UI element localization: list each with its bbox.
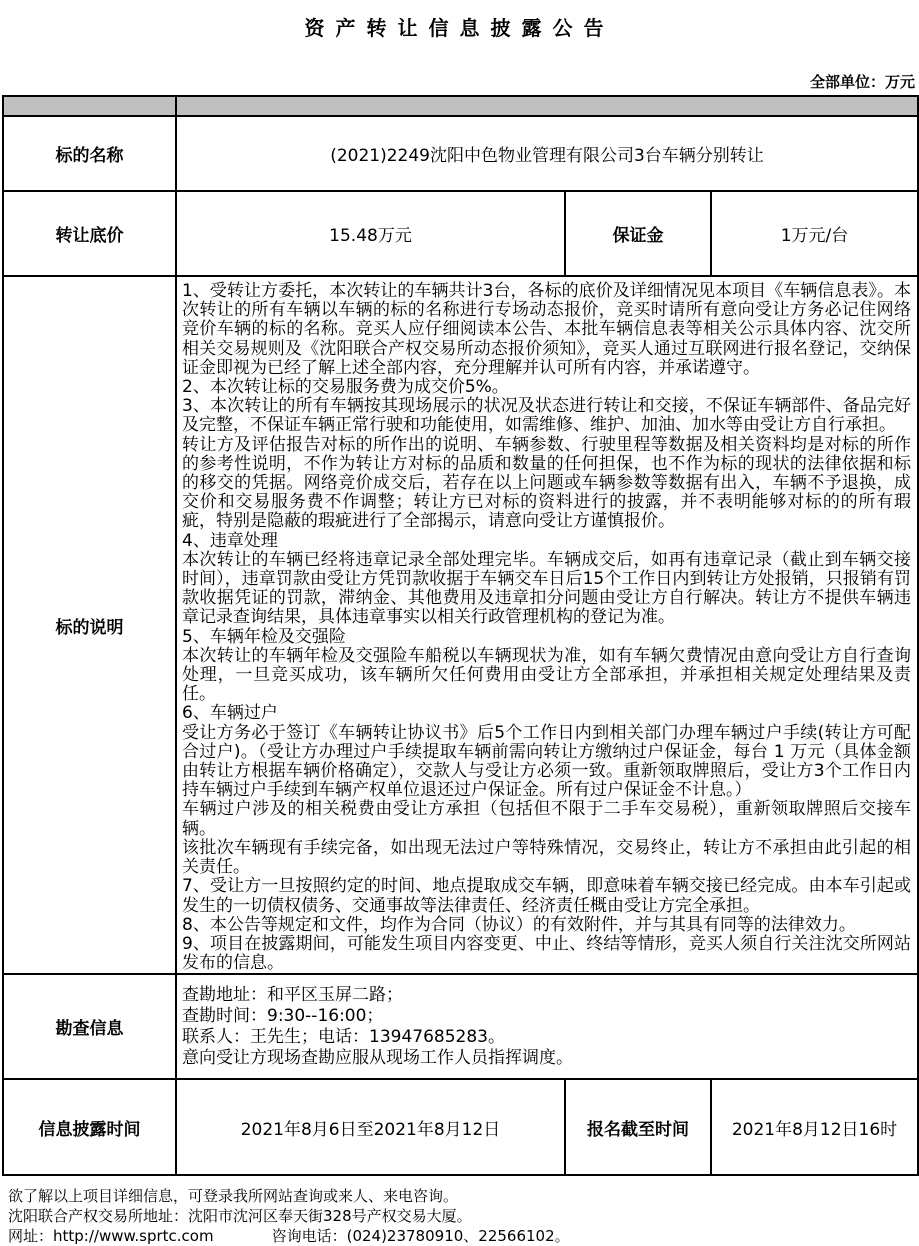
dates-row <box>3 1079 918 1175</box>
unit-note: 全部单位：万元 <box>809 73 915 91</box>
footer-address-line: 沈阳联合产权交易所地址：沈阳市沈河区奉天街328号产权交易大厦。 <box>8 1207 472 1226</box>
footer-info-line: 欲了解以上项目详细信息，可登录我所网站查询或来人、来电咨询。 <box>8 1187 459 1206</box>
disclosure-period-value: 2021年8月6日至2021年8月12日 <box>176 1079 565 1175</box>
inspection-content <box>176 974 918 1079</box>
inspection-label: 勘查信息 <box>3 974 176 1079</box>
description-paragraph: 5、车辆年检及交强险 <box>182 626 346 647</box>
description-row <box>3 276 918 974</box>
description-paragraph: 受让方务必于签订《车辆转让协议书》后5个工作日内到相关部门办理车辆过户手续(转让方可配合过户)。（受让方办理过户手续提取车辆前需向转让方缴纳过户保证金，每台 1 万元（具体金额由转让方根据车辆价格确定），交款人与受让方必须一致。重新领取牌照后，受让方3个工作日内持车辆过户手续到车辆产权单位退还过户保证金。所有过户保证金不计息。） <box>182 722 912 801</box>
disclosure-period-label: 信息披露时间 <box>3 1079 176 1175</box>
target-name-label: 标的名称 <box>3 116 176 191</box>
description-paragraph: 4、违章处理 <box>182 530 278 551</box>
description-paragraph: 该批次车辆现有手续完备，如出现无法过户等特殊情况，交易终止，转让方不承担由此引起的相关责任。 <box>182 837 912 878</box>
price-row <box>3 191 918 276</box>
inspection-row <box>3 974 918 1079</box>
inspection-line: 联系人：王先生；电话：13947685283。 <box>182 1026 505 1047</box>
description-content <box>176 276 918 974</box>
target-name-row <box>3 116 918 191</box>
description-paragraph: 本次转让的车辆年检及交强险车船税以车辆现状为准，如有车辆欠费情况由意向受让方自行查询处理，一旦竞买成功，该车辆所欠任何费用由受让方全部承担，并承担相关规定处理结果及责任。 <box>182 645 912 705</box>
registration-deadline-label: 报名截至时间 <box>565 1079 711 1175</box>
description-paragraph: 9、项目在披露期间，可能发生项目内容变更、中止、终结等情形，竞买人须自行关注沈交所网站发布的信息。 <box>182 933 912 974</box>
floor-price-value: 15.48万元 <box>176 191 565 276</box>
footer-website: 网址：http://www.sprtc.com <box>8 1227 214 1246</box>
header-cell-left <box>3 96 176 116</box>
disclosure-table <box>2 95 919 1176</box>
footer <box>2 1186 917 1246</box>
description-paragraph: 7、受让方一旦按照约定的时间、地点提取成交车辆，即意味着车辆交接已经完成。由本车引起或发生的一切债权债务、交通事故等法律责任、经济责任概由受让方完全承担。 <box>182 876 912 916</box>
inspection-line: 查勘地址：和平区玉屏二路； <box>182 984 403 1005</box>
description-paragraph: 本次转让的车辆已经将违章记录全部处理完毕。车辆成交后，如再有违章记录（截止到车辆交接时间），违章罚款由受让方凭罚款收据于车辆交车日后15个工作日内到转让方处报销，只报销有罚款收据凭证的罚款，滞纳金、其他费用及违章扣分问题由受让方自行解决。转让方不提供车辆违章记录查询结果，具体违章事实以相关行政管理机构的登记为准。 <box>182 549 912 628</box>
description-paragraph: 2、本次转让标的交易服务费为成交价5%。 <box>182 377 509 398</box>
floor-price-label: 转让底价 <box>3 191 176 276</box>
table-header-row <box>3 96 918 116</box>
page-title: 资产转让信息披露公告 <box>304 16 615 40</box>
description-paragraph: 8、本公告等规定和文件，均作为合同（协议）的有效附件，并与其具有同等的法律效力。 <box>182 914 856 935</box>
description-label: 标的说明 <box>3 276 176 974</box>
target-name-value: (2021)2249沈阳中色物业管理有限公司3台车辆分别转让 <box>176 116 918 191</box>
description-paragraph: 转让方及评估报告对标的所作出的说明、车辆参数、行驶里程等数据及相关资料均是对标的所作的参考性说明，不作为转让方对标的品质和数量的任何担保，也不作为标的现状的法律依据和标的移交的凭据。网络竞价成交后，若存在以上问题或车辆参数等数据有出入，车辆不予退换，成交价和交易服务费不作调整；转让方已对标的资料进行的披露，并不表明能够对标的的所有瑕疵，特别是隐蔽的瑕疵进行了全部揭示，请意向受让方谨慎报价。 <box>182 434 912 532</box>
description-paragraph: 6、车辆过户 <box>182 703 278 724</box>
inspection-line: 意向受让方现场查勘应服从现场工作人员指挥调度。 <box>182 1047 573 1068</box>
description-paragraph: 车辆过户涉及的相关税费由受让方承担（包括但不限于二手车交易税），重新领取牌照后交接车辆。 <box>182 799 912 839</box>
description-paragraph: 1、受转让方委托，本次转让的车辆共计3台，各标的底价及详细情况见本项目《车辆信息表》。本次转让的所有车辆以车辆的标的名称进行专场动态报价，竞买时请所有意向受让方务必记住网络竞价车辆的标的名称。竞买人应仔细阅读本公告、本批车辆信息表等相关公示具体内容、沈交所相关交易规则及《沈阳联合产权交易所动态报价须知》，竞买人通过互联网进行报名登记，交纳保证金即视为已经了解上述全部内容，充分理解并认可所有内容，并承诺遵守。 <box>182 281 912 378</box>
deposit-label: 保证金 <box>565 191 711 276</box>
registration-deadline-value: 2021年8月12日16时 <box>711 1079 918 1175</box>
header-cell-right <box>176 96 918 116</box>
footer-phone: 咨询电话：(024)23780910、22566102。 <box>271 1227 570 1246</box>
deposit-value: 1万元/台 <box>711 191 918 276</box>
description-paragraph: 3、本次转让的所有车辆按其现场展示的状况及状态进行转让和交接，不保证车辆部件、备品完好及完整，不保证车辆正常行驶和功能使用，如需维修、维护、加油、加水等由受让方自行承担。 <box>182 396 912 436</box>
footer-contact-line <box>8 1226 917 1246</box>
inspection-line: 查勘时间：9:30--16:00； <box>182 1005 384 1026</box>
